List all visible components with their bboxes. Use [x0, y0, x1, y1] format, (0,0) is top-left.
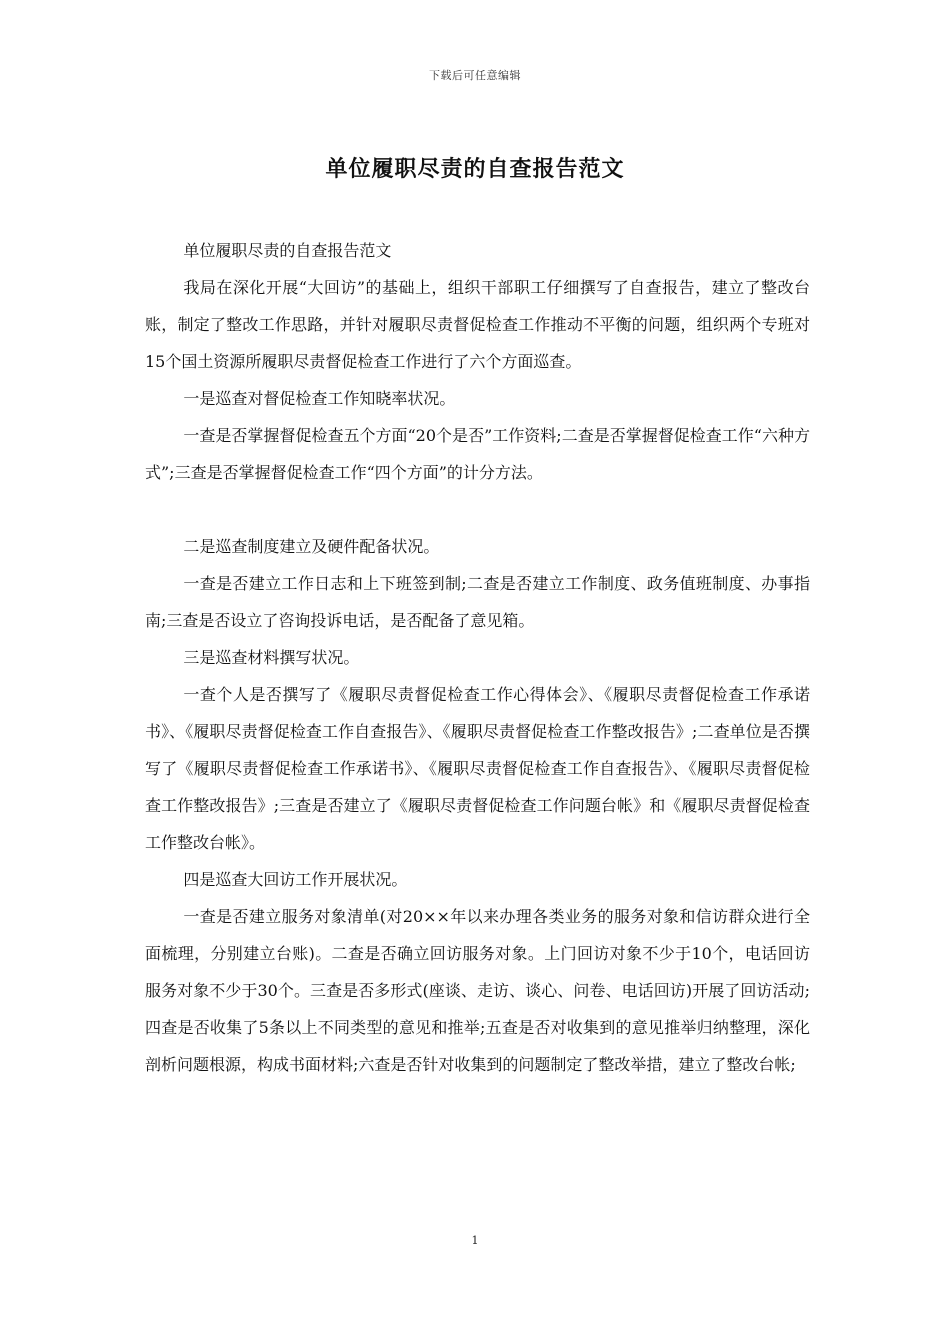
- document-body: [145, 232, 810, 1083]
- paragraph: 一查是否掌握督促检查五个方面“20个是否”工作资料;二查是否掌握督促检查工作“六种方式”;三查是否掌握督促检查工作“四个方面”的计分方法。: [145, 426, 810, 482]
- paragraph: 一查是否建立工作日志和上下班签到制;二查是否建立工作制度、政务值班制度、办事指南;三查是否设立了咨询投诉电话，是否配备了意见箱。: [145, 574, 810, 630]
- paragraph: 一是巡查对督促检查工作知晓率状况。: [183, 389, 456, 408]
- paragraph-spacer: [145, 491, 810, 528]
- paragraph: 单位履职尽责的自查报告范文: [183, 241, 392, 260]
- header-note: 下载后可任意编辑: [429, 69, 521, 82]
- paragraph: 一查个人是否撰写了《履职尽责督促检查工作心得体会》、《履职尽责督促检查工作承诺书》、《履职尽责督促检查工作自查报告》、《履职尽责督促检查工作整改报告》;二查单位是否撰写了《履职尽责督促检查工作承诺书》、《履职尽责督促检查工作自查报告》、《履职尽责督促检查工作整改报告》;三查是否建立了《履职尽责督促检查工作问题台帐》和《履职尽责督促检查工作整改台帐》。: [145, 685, 810, 852]
- paragraph: 我局在深化开展“大回访”的基础上，组织干部职工仔细撰写了自查报告，建立了整改台账，制定了整改工作思路，并针对履职尽责督促检查工作推动不平衡的问题，组织两个专班对15个国土资源所履职尽责督促检查工作进行了六个方面巡查。: [145, 278, 810, 371]
- paragraph: 一查是否建立服务对象清单(对20××年以来办理各类业务的服务对象和信访群众进行全面梳理，分别建立台账)。二查是否确立回访服务对象。上门回访对象不少于10个，电话回访服务对象不少于30个。三查是否多形式(座谈、走访、谈心、问卷、电话回访)开展了回访活动;四查是否收集了5条以上不同类型的意见和推举;五查是否对收集到的意见推举归纳整理，深化剖析问题根源，构成书面材料;六查是否针对收集到的问题制定了整改举措，建立了整改台帐;: [145, 907, 810, 1074]
- paragraph: 二是巡查制度建立及硬件配备状况。: [183, 537, 440, 556]
- document-title: 单位履职尽责的自查报告范文: [325, 156, 625, 182]
- page-number: 1: [471, 1234, 479, 1247]
- paragraph: 三是巡查材料撰写状况。: [183, 648, 360, 667]
- paragraph: 四是巡查大回访工作开展状况。: [183, 870, 408, 889]
